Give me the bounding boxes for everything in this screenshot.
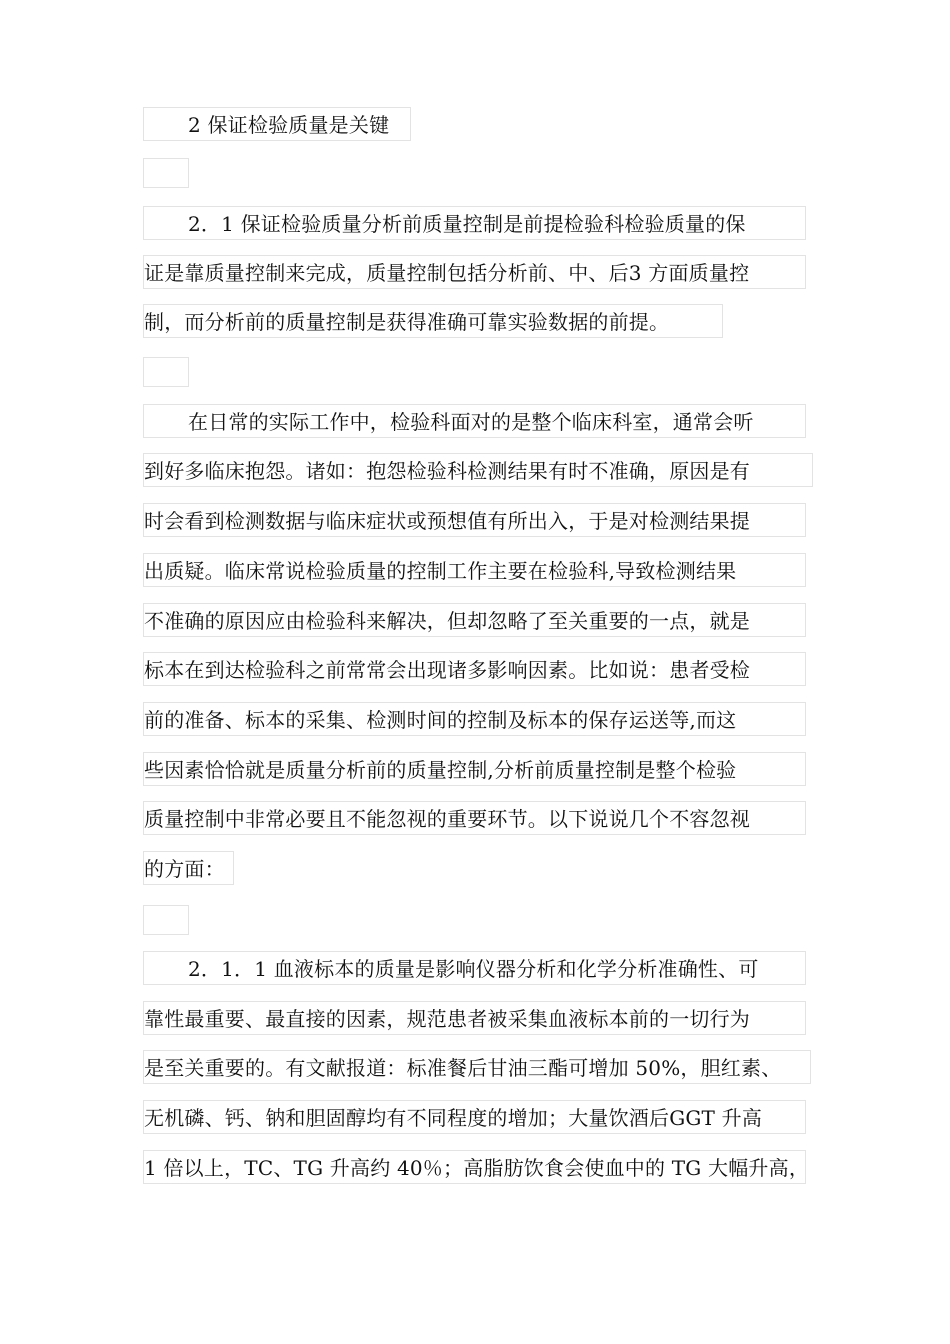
empty-line — [143, 158, 189, 188]
para3-line-2: 靠性最重要、最直接的因素，规范患者被采集血液标本前的一切行为 — [143, 1001, 806, 1035]
para1-line-2: 证是靠质量控制来完成，质量控制包括分析前、中、后3 方面质量控 — [143, 255, 806, 289]
para2-line-3: 时会看到检测数据与临床症状或预想值有所出入，于是对检测结果提 — [143, 503, 806, 537]
para1-line-1: 2．1 保证检验质量分析前质量控制是前提检验科检验质量的保 — [143, 206, 806, 240]
para2-line-9: 质量控制中非常必要且不能忽视的重要环节。以下说说几个不容忽视 — [143, 801, 806, 835]
para2-line-1: 在日常的实际工作中，检验科面对的是整个临床科室，通常会听 — [143, 404, 806, 438]
empty-line — [143, 905, 189, 935]
para1-line-3: 制，而分析前的质量控制是获得准确可靠实验数据的前提。 — [143, 304, 723, 338]
para3-line-1: 2．1．1 血液标本的质量是影响仪器分析和化学分析准确性、可 — [143, 951, 806, 985]
section-heading: 2 保证检验质量是关键 — [143, 107, 411, 141]
para3-line-4: 无机磷、钙、钠和胆固醇均有不同程度的增加；大量饮酒后GGT 升高 — [143, 1100, 806, 1134]
para3-line-3: 是至关重要的。有文献报道：标准餐后甘油三酯可增加 50%，胆红素、 — [143, 1050, 811, 1084]
para2-line-2: 到好多临床抱怨。诸如：抱怨检验科检测结果有时不准确，原因是有 — [143, 453, 813, 487]
para2-line-8: 些因素恰恰就是质量分析前的质量控制,分析前质量控制是整个检验 — [143, 752, 806, 786]
para2-line-10: 的方面： — [143, 851, 234, 885]
para2-line-5: 不准确的原因应由检验科来解决，但却忽略了至关重要的一点，就是 — [143, 603, 806, 637]
para3-line-5: 1 倍以上，TC、TG 升高约 40％；高脂肪饮食会使血中的 TG 大幅升高， — [143, 1150, 806, 1184]
para2-line-7: 前的准备、标本的采集、检测时间的控制及标本的保存运送等,而这 — [143, 702, 806, 736]
para2-line-6: 标本在到达检验科之前常常会出现诸多影响因素。比如说：患者受检 — [143, 652, 806, 686]
empty-line — [143, 357, 189, 387]
para2-line-4: 出质疑。临床常说检验质量的控制工作主要在检验科,导致检测结果 — [143, 553, 806, 587]
